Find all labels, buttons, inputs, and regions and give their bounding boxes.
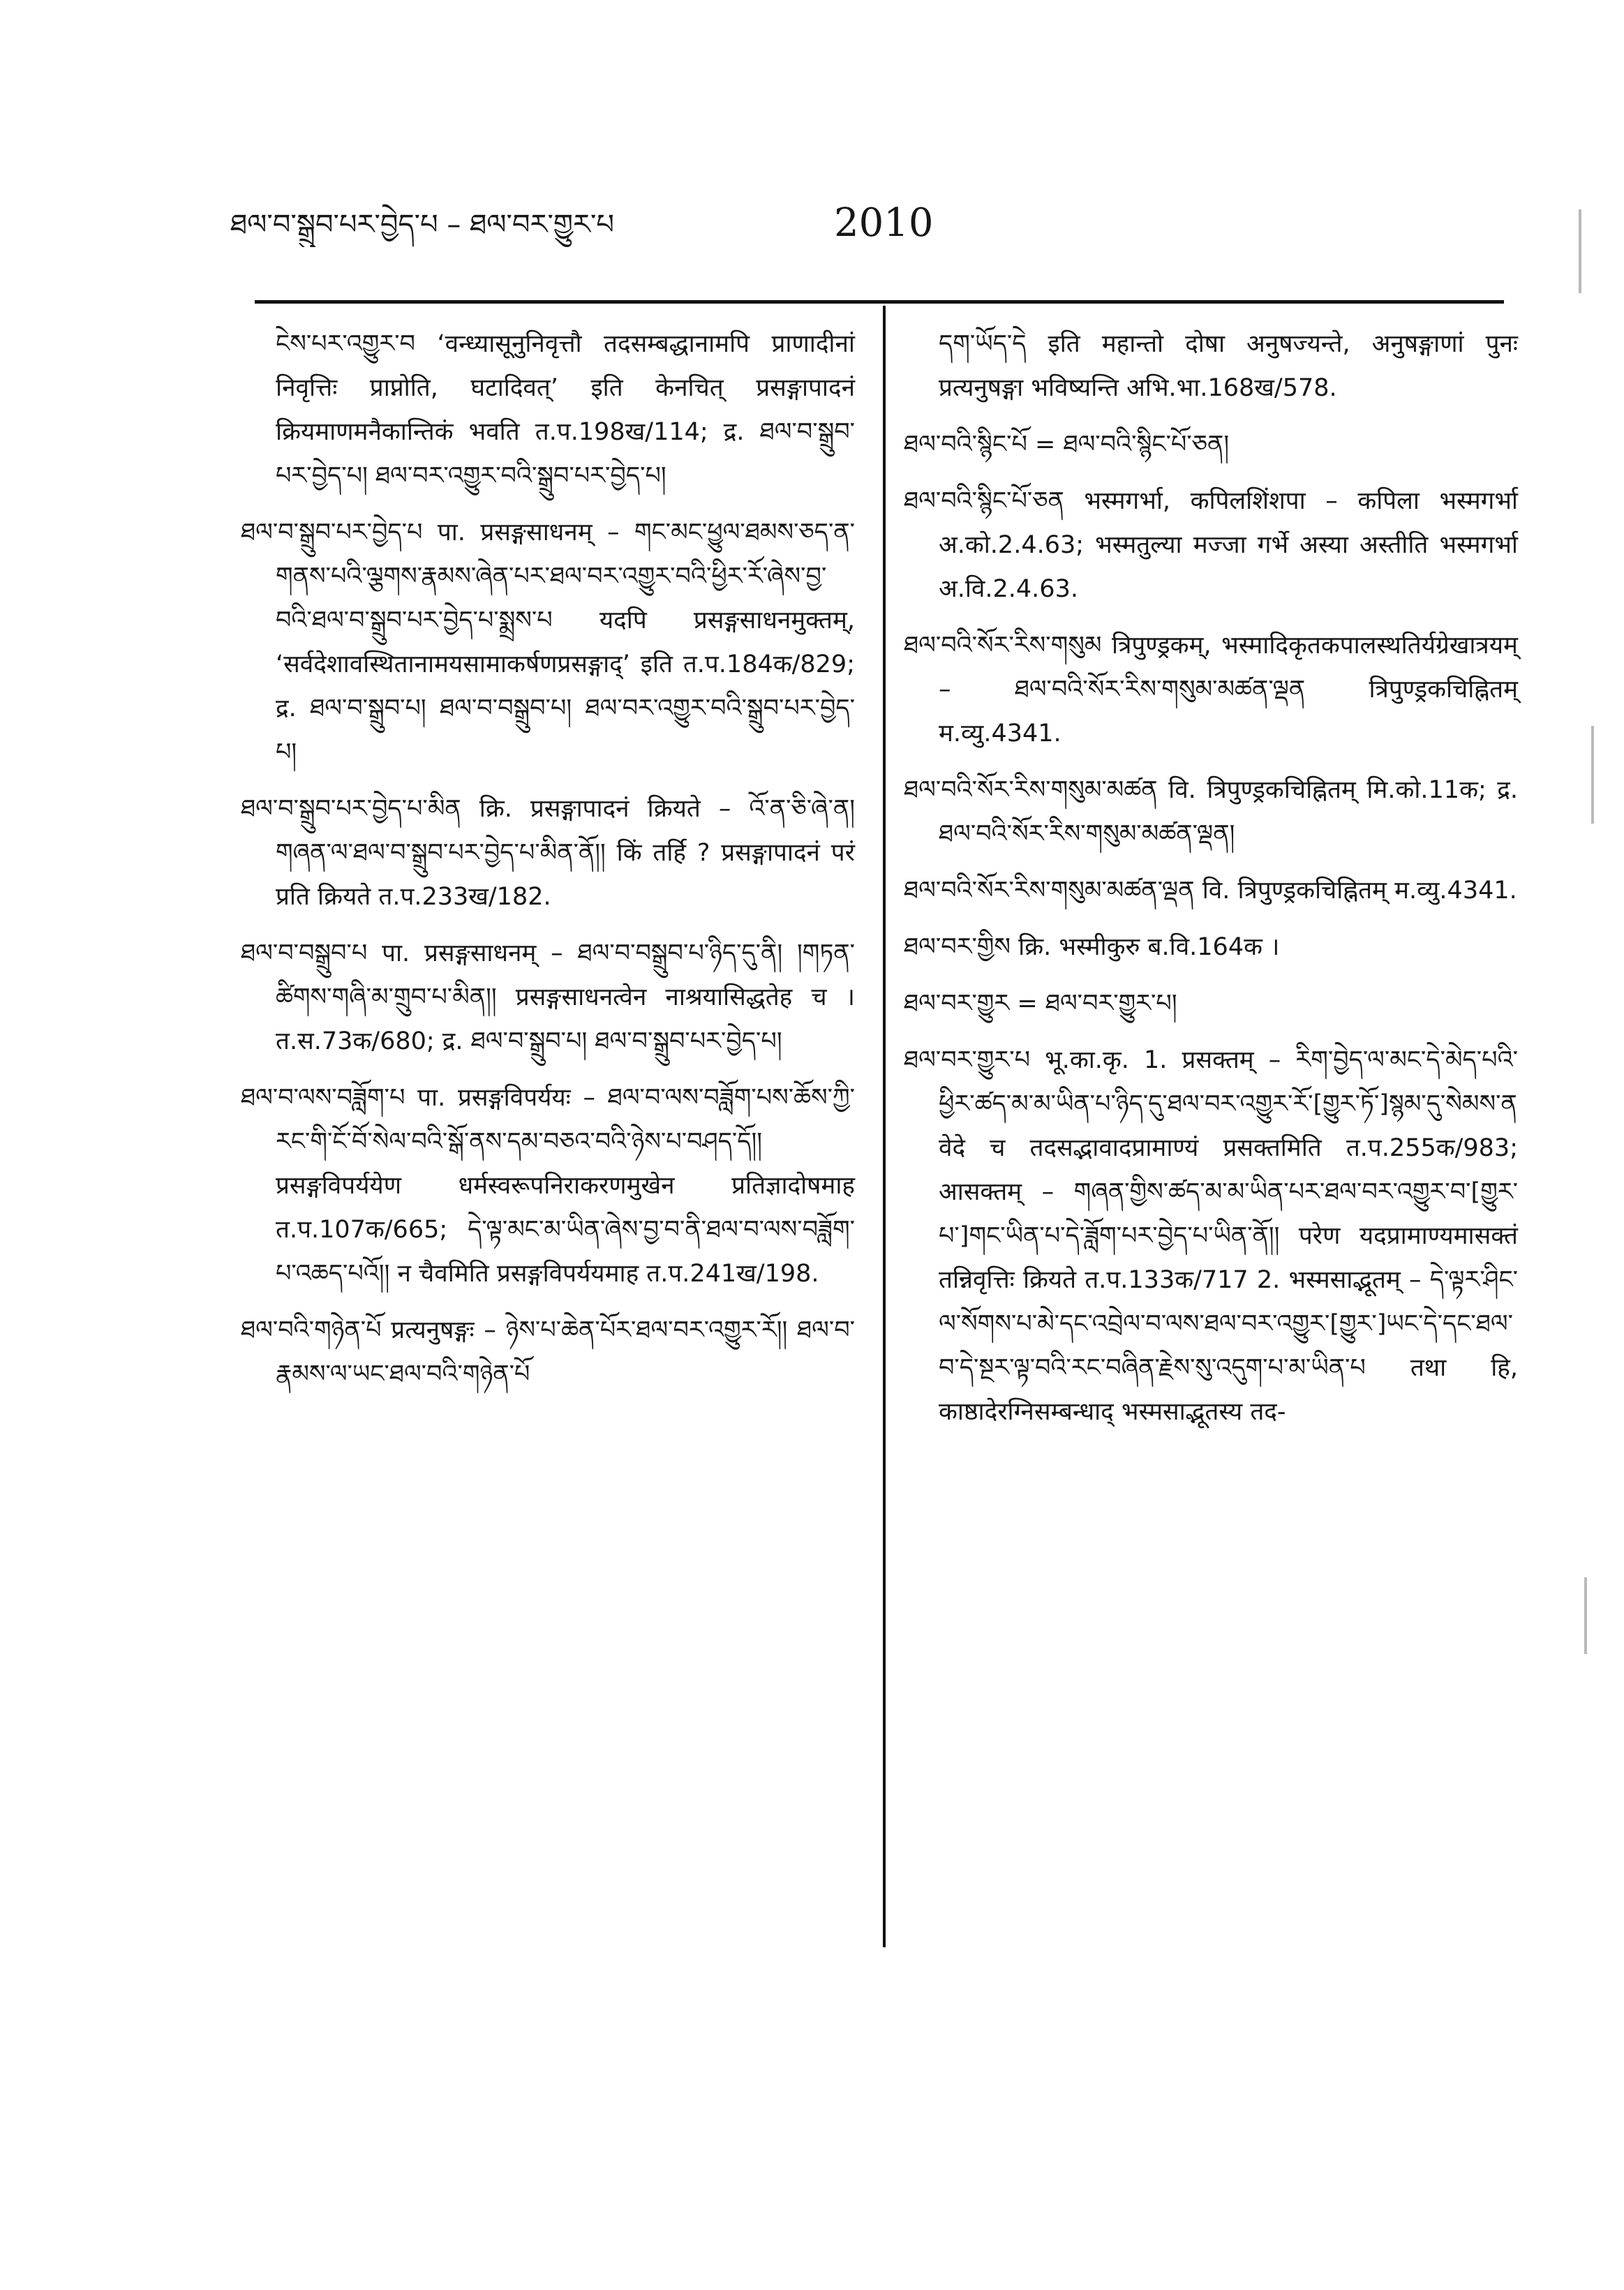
dictionary-entry: ཐལ་བ་བསྒྲུབ་པ पा. प्रसङ्गसाधनम् – ཐལ་བ་བསྒྲུབ་པ་ཉིད་དུ་ནི། །གཏན་ཚིགས་གཞི་མ་གྲུབ་པ་མིན།། प्रसङ्गसाधनत्वेन नाश्रयासिद्धतेह च । त.स.73क/680; द्र. ཐལ་བ་སྒྲུབ་པ། ཐལ་བ་སྒྲུབ་པར་བྱེད་པ། bbox=[241, 939, 855, 1055]
dictionary-entry: ཐལ་བ་སྒྲུབ་པར་བྱེད་པ་མིན क्रि. प्रसङ्गापादनं क्रियते – འོ་ན་ཅི་ཞེ་ན། གཞན་ལ་ཐལ་བ་སྒྲུབ་པར་བྱེད་པ་མིན་ནོ།། किं तर्हि ? प्रसङ्गापादनं परं प्रति क्रियते त.प.233ख/182. bbox=[241, 795, 855, 911]
scan-noise-speckle bbox=[1591, 726, 1594, 824]
column-divider bbox=[883, 306, 886, 1947]
page-number: 2010 bbox=[834, 200, 934, 246]
scan-noise-speckle bbox=[1579, 209, 1581, 293]
scan-noise-speckle bbox=[1584, 1577, 1587, 1654]
right-column bbox=[904, 322, 1518, 1447]
dictionary-entry: ཐལ་བ་ལས་བཟློག་པ पा. प्रसङ्गविपर्ययः – ཐལ་བ་ལས་བཟློག་པས་ཆོས་ཀྱི་རང་གི་ངོ་བོ་སེལ་བའི་སྒོ་ནས་དམ་བཅའ་བའི་ཉེས་པ་བཤད་དོ།། प्रसङ्गविपर्ययेण धर्मस्वरूपनिराकरणमुखेन प्रतिज्ञादोषमाह त.प.107क/665; དེ་ལྟ་མང་མ་ཡིན་ཞེས་བྱ་བ་ནི་ཐལ་བ་ལས་བཟློག་པ་འཆད་པའོ།། न चैवमिति प्रसङ्गविपर्ययमाह त.प.241ख/198. bbox=[241, 1084, 855, 1288]
entry-continuation: ངེས་པར་འགྱུར་བ ‘वन्ध्यासूनुनिवृत्तौ तदसम्बद्धानामपि प्राणादीनां निवृत्तिः प्राप्नोति, घटादिवत्’ इति केनचित् प्रसङ्गापादनं क्रियमाणमनैकान्तिकं भवति त.प.198ख/114; द्र. ཐལ་བ་སྒྲུབ་པར་བྱེད་པ། ཐལ་བར་འགྱུར་བའི་སྒྲུབ་པར་བྱེད་པ། bbox=[276, 330, 855, 490]
dictionary-entry: ཐལ་བའི་སོར་རིས་གསུམ त्रिपुण्ड्रकम्, भस्मादिकृतकपालस्थतिर्यग्रेखात्रयम् – ཐལ་བའི་སོར་རིས་གསུམ་མཚན་ལྡན त्रिपुण्ड्रकचिह्नितम् म.व्यु.4341. bbox=[904, 632, 1518, 748]
dictionary-entry: ཐལ་བར་གྱུར = ཐལ་བར་གྱུར་པ། bbox=[904, 990, 1177, 1018]
dictionary-entry: ཐལ་བ་སྒྲུབ་པར་བྱེད་པ पा. प्रसङ्गसाधनम् – གང་མང་ཕྱུལ་ཐམས་ཅད་ན་གནས་པའི་ལྕགས་རྣམས་ཞེན་པར་ཐལ་བར་འགྱུར་བའི་ཕྱིར་རོ་ཞེས་བྱ་བའི་ཐལ་བ་སྒྲུབ་པར་བྱེད་པ་སྨྲས་པ यदपि प्रसङ्गसाधनमुक्तम्, ‘सर्वदेशावस्थितानामयसामाकर्षणप्रसङ्गाद्’ इति त.प.184क/829; द्र. ཐལ་བ་སྒྲུབ་པ། ཐལ་བ་བསྒྲུབ་པ། ཐལ་བར་འགྱུར་བའི་སྒྲུབ་པར་བྱེད་པ། bbox=[241, 519, 855, 766]
running-head: ཐལ་བ་སྒྲུབ་པར་བྱེད་པ – ཐལ་བར་གྱུར་པ bbox=[230, 209, 614, 241]
header-rule bbox=[255, 300, 1504, 304]
dictionary-entry: ཐལ་བར་གྱིས क्रि. भस्मीकुरु ब.वि.164क । bbox=[904, 933, 1280, 961]
left-column bbox=[241, 322, 855, 1409]
dictionary-entry: ཐལ་བའི་སོར་རིས་གསུམ་མཚན་ལྡན वि. त्रिपुण्ड्रकचिह्नितम् म.व्यु.4341. bbox=[904, 877, 1517, 905]
dictionary-entry: ཐལ་བའི་སྙིང་པོ = ཐལ་བའི་སྙིང་པོ་ཅན། bbox=[904, 431, 1230, 459]
dictionary-entry: ཐལ་བའི་སོར་རིས་གསུམ་མཚན वि. त्रिपुण्ड्रकचिह्नितम् मि.को.11क; द्र. ཐལ་བའི་སོར་རིས་གསུམ་མཚན་ལྡན། bbox=[904, 776, 1518, 848]
dictionary-entry: ཐལ་བར་གྱུར་པ भू.का.कृ. 1. प्रसक्तम् – རིག་བྱེད་ལ་མང་དེ་མེད་པའི་ཕྱིར་ཚད་མ་མ་ཡིན་པ་ཉིད་དུ་ཐལ་བར་འགྱུར་རོ་[གྱུར་ཏོ་]སྙམ་དུ་སེམས་ན वेदे च तदसद्भावादप्रामाण्यं प्रसक्तमिति त.प.255क/983; आसक्तम् – གཞན་གྱིས་ཚད་མ་མ་ཡིན་པར་ཐལ་བར་འགྱུར་བ་[གྱུར་པ་]གང་ཡིན་པ་དེ་ཟློག་པར་བྱེད་པ་ཡིན་ནོ།། परेण यदप्रामाण्यमासक्तं तन्निवृत्तिः क्रियते त.प.133क/717 2. भस्मसाद्भूतम् – དེ་ལྟར་ཤིང་ལ་སོགས་པ་མེ་དང་འབྲེལ་བ་ལས་ཐལ་བར་འགྱུར་[གྱུར་]ཡང་དེ་དང་ཐལ་བ་དེ་སྔར་ལྟ་བའི་རང་བཞིན་རྗེས་སུ་འདུག་པ་མ་ཡིན་པ तथा हि, काष्ठादेरग्निसम्बन्धाद् भस्मसाद्भूतस्य तद- bbox=[904, 1046, 1518, 1426]
dictionary-entry: ཐལ་བའི་གཉེན་པོ प्रत्यनुषङ्गः – ཉེས་པ་ཆེན་པོར་ཐལ་བར་འགྱུར་རོ།། ཐལ་བ་རྣམས་ལ་ཡང་ཐལ་བའི་གཉེན་པོ bbox=[241, 1316, 855, 1388]
dictionary-entry: ཐལ་བའི་སྙིང་པོ་ཅན भस्मगर्भा, कपिलशिंशपा – कपिला भस्मगर्भा अ.को.2.4.63; भस्मतुल्या मज्जा गर्भे अस्या अस्तीति भस्मगर्भा अ.वि.2.4.63. bbox=[904, 487, 1518, 603]
entry-continuation: དག་ཡོད་དེ इति महान्तो दोषा अनुषज्यन्ते, अनुषङ्गाणां पुनः प्रत्यनुषङ्गा भविष्यन्ति अभि.भा.168ख/578. bbox=[939, 330, 1518, 402]
